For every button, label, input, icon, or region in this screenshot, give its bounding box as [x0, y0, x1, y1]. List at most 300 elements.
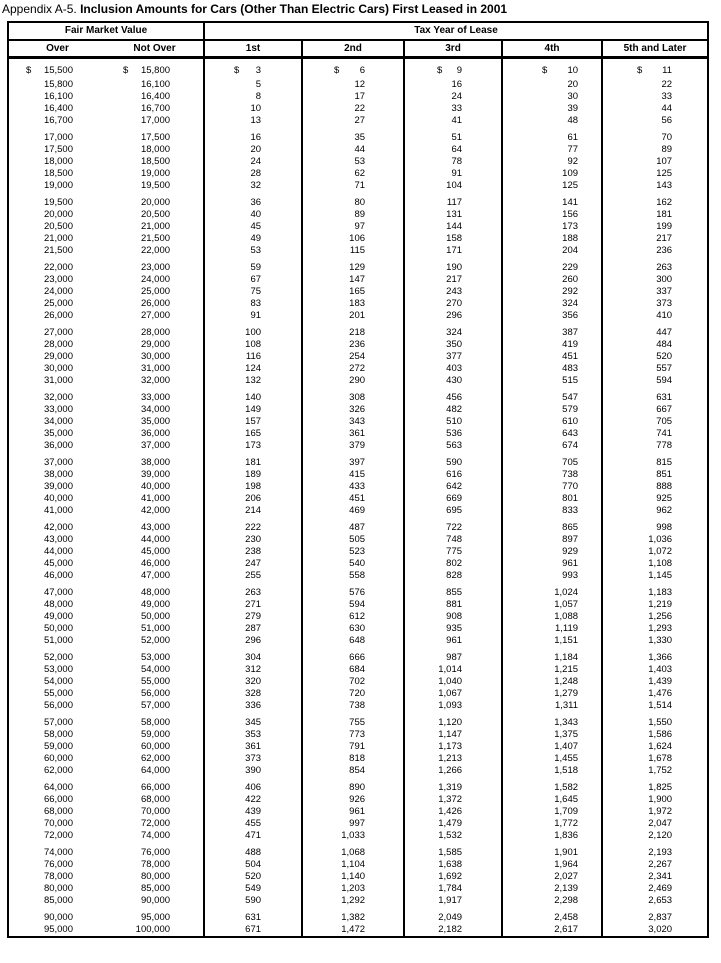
cell-3rd: 190 [404, 262, 502, 274]
cell-not-over: 66,000 [140, 782, 171, 793]
cell-over: 74,000 [43, 847, 73, 858]
cell-3rd: 669 [404, 493, 502, 505]
cell-1st: 75 [204, 286, 302, 298]
cell-not-over: 80,000 [140, 871, 171, 882]
cell-5th-and-later: 1,439 [602, 676, 708, 688]
cell-over: 22,000 [43, 262, 73, 273]
cell-over: 46,000 [43, 570, 73, 581]
cell-not-over: 60,000 [140, 741, 171, 752]
table-row [8, 262, 708, 274]
cell-not-over: 48,000 [140, 587, 171, 598]
cell-not-over: 100,000 [135, 924, 171, 935]
cell-not-over: 43,000 [140, 522, 171, 533]
cell-4th: 387 [502, 327, 602, 339]
cell-5th-and-later: 2,469 [602, 883, 708, 895]
cell-3rd: 1,120 [404, 717, 502, 729]
cell-1st: 108 [204, 339, 302, 351]
cell-3rd: 377 [404, 351, 502, 363]
cell-not-over: 57,000 [140, 700, 171, 711]
table-row [8, 351, 708, 363]
table-row [8, 404, 708, 416]
cell-1st: 255 [204, 570, 302, 582]
cell-over: 25,000 [43, 298, 73, 309]
cell-over: 24,000 [43, 286, 73, 297]
cell-2nd: 576 [302, 587, 404, 599]
cell-over: 20,000 [43, 209, 73, 220]
cell-over: 72,000 [43, 830, 73, 841]
cell-4th: 1,901 [502, 847, 602, 859]
cell-1st: 124 [204, 363, 302, 375]
cell-5th-and-later: 1,145 [602, 570, 708, 582]
table-row [8, 717, 708, 729]
cell-4th: 1,279 [502, 688, 602, 700]
cell-2nd: 44 [302, 144, 404, 156]
cell-5th-and-later: 1,752 [602, 765, 708, 777]
cell-not-over: 38,000 [140, 457, 171, 468]
table-row [8, 298, 708, 310]
cell-over: 80,000 [43, 883, 73, 894]
cell-over: 23,000 [43, 274, 73, 285]
cell-not-over: 62,000 [140, 753, 171, 764]
cell-3rd: 1,585 [404, 847, 502, 859]
table-row [8, 558, 708, 570]
cell-4th: 1,248 [502, 676, 602, 688]
cell-5th-and-later: 888 [602, 481, 708, 493]
dollar-sign: $ [542, 65, 548, 76]
table-row [8, 871, 708, 883]
cell-over: 64,000 [43, 782, 73, 793]
cell-4th: 1,709 [502, 806, 602, 818]
cell-over: 41,000 [43, 505, 73, 516]
fair-market-value-header: Fair Market Value [8, 22, 204, 40]
cell-1st: 173 [204, 440, 302, 452]
cell-3rd: 881 [404, 599, 502, 611]
cell-2nd: 343 [302, 416, 404, 428]
cell-5th-and-later: 2,193 [602, 847, 708, 859]
cell-1st: 149 [204, 404, 302, 416]
cell-1st: 390 [204, 765, 302, 777]
cell-over: 76,000 [43, 859, 73, 870]
cell-5th-and-later: 2,653 [602, 895, 708, 907]
cell-not-over: 49,000 [140, 599, 171, 610]
cell-5th-and-later: 557 [602, 363, 708, 375]
table-row [8, 924, 708, 937]
cell-1st: 13 [204, 115, 302, 127]
cell-over: 44,000 [43, 546, 73, 557]
table-row [8, 623, 708, 635]
cell-5th-and-later: 89 [602, 144, 708, 156]
cell-over: 30,000 [43, 363, 73, 374]
table-row [8, 635, 708, 647]
cell-1st: 406 [204, 782, 302, 794]
cell-over: 56,000 [43, 700, 73, 711]
cell-4th: 1,407 [502, 741, 602, 753]
cell-1st: 222 [204, 522, 302, 534]
cell-1st: 549 [204, 883, 302, 895]
cell-4th: 125 [502, 180, 602, 192]
cell-3rd: 296 [404, 310, 502, 322]
table-row [8, 132, 708, 144]
cell-2nd: 684 [302, 664, 404, 676]
cell-2nd: 201 [302, 310, 404, 322]
table-row [8, 274, 708, 286]
table-row [8, 676, 708, 688]
cell-not-over [106, 58, 204, 80]
cell-not-over: 18,000 [140, 144, 171, 155]
cell-5th-and-later: 2,341 [602, 871, 708, 883]
cell-over: 26,000 [43, 310, 73, 321]
cell-1st: 100 [204, 327, 302, 339]
cell-over: 95,000 [43, 924, 73, 935]
cell-5th-and-later: 2,120 [602, 830, 708, 842]
table-row [8, 700, 708, 712]
cell-2nd: 451 [302, 493, 404, 505]
cell-5th-and-later: 373 [602, 298, 708, 310]
cell-3rd: 1,426 [404, 806, 502, 818]
cell-4th: 1,311 [502, 700, 602, 712]
cell-1st: 328 [204, 688, 302, 700]
cell-over: 66,000 [43, 794, 73, 805]
cell-5th-and-later: 851 [602, 469, 708, 481]
cell-5th-and-later: 741 [602, 428, 708, 440]
cell-over: 78,000 [43, 871, 73, 882]
cell-over: 47,000 [43, 587, 73, 598]
cell-4th: 260 [502, 274, 602, 286]
cell-5th-and-later: 70 [602, 132, 708, 144]
cell-5th-and-later: 1,476 [602, 688, 708, 700]
cell-4th: 1,184 [502, 652, 602, 664]
cell-1st: 422 [204, 794, 302, 806]
table-row [8, 375, 708, 387]
cell-3rd: 24 [404, 91, 502, 103]
cell-4th: 39 [502, 103, 602, 115]
cell-4th: 2,298 [502, 895, 602, 907]
cell-over: 16,700 [43, 115, 73, 126]
cell-1st [204, 58, 302, 80]
cell-1st: 304 [204, 652, 302, 664]
cell-not-over: 29,000 [140, 339, 171, 350]
cell-4th: 483 [502, 363, 602, 375]
cell-2nd: 379 [302, 440, 404, 452]
cell-not-over: 70,000 [140, 806, 171, 817]
cell-4th: 865 [502, 522, 602, 534]
cell-3rd: 2,049 [404, 912, 502, 924]
cell-4th: 356 [502, 310, 602, 322]
cell-3rd: 616 [404, 469, 502, 481]
cell-3rd: 828 [404, 570, 502, 582]
cell-over: 16,400 [43, 103, 73, 114]
cell-4th: 1,375 [502, 729, 602, 741]
cell-5th-and-later: 1,256 [602, 611, 708, 623]
table-row [8, 570, 708, 582]
cell-2nd: 147 [302, 274, 404, 286]
col-header-1st: 1st [204, 40, 302, 58]
cell-not-over: 45,000 [140, 546, 171, 557]
cell-1st: 8 [204, 91, 302, 103]
cell-2nd: 1,140 [302, 871, 404, 883]
cell-5th-and-later: 778 [602, 440, 708, 452]
table-row [8, 363, 708, 375]
table-row [8, 765, 708, 777]
cell-over: 58,000 [43, 729, 73, 740]
cell-2nd: 594 [302, 599, 404, 611]
inclusion-amounts-table [7, 21, 709, 938]
cell-5th-and-later: 125 [602, 168, 708, 180]
cell-not-over: 32,000 [140, 375, 171, 386]
cell-2nd: 272 [302, 363, 404, 375]
cell-5th-and-later: 1,366 [602, 652, 708, 664]
cell-3rd: 935 [404, 623, 502, 635]
cell-value: 3 [255, 65, 262, 76]
cell-3rd: 1,067 [404, 688, 502, 700]
cell-4th: 1,057 [502, 599, 602, 611]
cell-5th-and-later: 1,403 [602, 664, 708, 676]
table-row [8, 652, 708, 664]
cell-1st: 247 [204, 558, 302, 570]
cell-not-over: 34,000 [140, 404, 171, 415]
cell-2nd: 791 [302, 741, 404, 753]
cell-5th-and-later: 1,972 [602, 806, 708, 818]
cell-3rd: 748 [404, 534, 502, 546]
cell-over: 60,000 [43, 753, 73, 764]
cell-4th: 48 [502, 115, 602, 127]
cell-over: 37,000 [43, 457, 73, 468]
cell-4th: 1,455 [502, 753, 602, 765]
table-row [8, 156, 708, 168]
cell-4th: 77 [502, 144, 602, 156]
cell-not-over: 36,000 [140, 428, 171, 439]
cell-5th-and-later: 1,183 [602, 587, 708, 599]
cell-2nd: 80 [302, 197, 404, 209]
table-row [8, 144, 708, 156]
cell-3rd: 510 [404, 416, 502, 428]
cell-3rd: 590 [404, 457, 502, 469]
table-row [8, 794, 708, 806]
cell-1st: 271 [204, 599, 302, 611]
table-row [8, 782, 708, 794]
cell-5th-and-later: 484 [602, 339, 708, 351]
cell-2nd: 505 [302, 534, 404, 546]
cell-3rd: 41 [404, 115, 502, 127]
cell-3rd: 64 [404, 144, 502, 156]
cell-4th: 419 [502, 339, 602, 351]
cell-4th [502, 58, 602, 80]
cell-3rd: 722 [404, 522, 502, 534]
cell-over: 19,000 [43, 180, 73, 191]
cell-not-over: 78,000 [140, 859, 171, 870]
cell-over: 20,500 [43, 221, 73, 232]
cell-over: 17,000 [43, 132, 73, 143]
table-body [8, 58, 708, 938]
cell-3rd: 91 [404, 168, 502, 180]
cell-not-over: 16,400 [140, 91, 171, 102]
cell-not-over: 20,000 [140, 197, 171, 208]
table-row [8, 753, 708, 765]
table-row [8, 168, 708, 180]
cell-5th-and-later: 1,293 [602, 623, 708, 635]
cell-2nd: 523 [302, 546, 404, 558]
cell-1st: 165 [204, 428, 302, 440]
cell-1st: 230 [204, 534, 302, 546]
cell-5th-and-later [602, 58, 708, 80]
cell-not-over: 74,000 [140, 830, 171, 841]
cell-5th-and-later: 199 [602, 221, 708, 233]
cell-4th: 1,343 [502, 717, 602, 729]
cell-1st: 67 [204, 274, 302, 286]
cell-2nd: 165 [302, 286, 404, 298]
cell-5th-and-later: 2,267 [602, 859, 708, 871]
table-row [8, 440, 708, 452]
cell-2nd: 854 [302, 765, 404, 777]
cell-1st: 20 [204, 144, 302, 156]
cell-3rd: 1,266 [404, 765, 502, 777]
cell-1st: 455 [204, 818, 302, 830]
cell-2nd: 1,382 [302, 912, 404, 924]
dollar-sign: $ [234, 65, 240, 76]
cell-2nd: 12 [302, 79, 404, 91]
cell-5th-and-later: 56 [602, 115, 708, 127]
table-row [8, 180, 708, 192]
cell-4th: 1,645 [502, 794, 602, 806]
cell-1st: 336 [204, 700, 302, 712]
cell-5th-and-later: 217 [602, 233, 708, 245]
cell-2nd: 115 [302, 245, 404, 257]
cell-1st: 263 [204, 587, 302, 599]
cell-5th-and-later: 1,330 [602, 635, 708, 647]
cell-4th: 547 [502, 392, 602, 404]
table-row [8, 469, 708, 481]
cell-over: 27,000 [43, 327, 73, 338]
cell-1st: 45 [204, 221, 302, 233]
cell-3rd: 855 [404, 587, 502, 599]
cell-not-over: 16,700 [140, 103, 171, 114]
table-row [8, 847, 708, 859]
cell-3rd: 16 [404, 79, 502, 91]
cell-3rd: 961 [404, 635, 502, 647]
table-row [8, 611, 708, 623]
col-header-4th: 4th [502, 40, 602, 58]
cell-3rd: 1,093 [404, 700, 502, 712]
table-row [8, 688, 708, 700]
cell-not-over: 26,000 [140, 298, 171, 309]
cell-not-over: 20,500 [140, 209, 171, 220]
cell-3rd: 563 [404, 440, 502, 452]
cell-4th: 30 [502, 91, 602, 103]
cell-4th: 833 [502, 505, 602, 517]
cell-over: 21,500 [43, 245, 73, 256]
cell-value: 9 [456, 65, 463, 76]
cell-4th: 643 [502, 428, 602, 440]
cell-over: 90,000 [43, 912, 73, 923]
cell-4th: 1,518 [502, 765, 602, 777]
cell-1st: 189 [204, 469, 302, 481]
cell-over: 18,500 [43, 168, 73, 179]
cell-over: 45,000 [43, 558, 73, 569]
cell-3rd: 131 [404, 209, 502, 221]
cell-4th: 1,964 [502, 859, 602, 871]
cell-1st: 361 [204, 741, 302, 753]
cell-4th: 1,024 [502, 587, 602, 599]
cell-4th: 897 [502, 534, 602, 546]
cell-3rd: 1,173 [404, 741, 502, 753]
table-row [8, 79, 708, 91]
cell-3rd: 51 [404, 132, 502, 144]
cell-5th-and-later: 143 [602, 180, 708, 192]
cell-3rd: 1,479 [404, 818, 502, 830]
cell-4th: 20 [502, 79, 602, 91]
cell-5th-and-later: 300 [602, 274, 708, 286]
cell-5th-and-later: 1,825 [602, 782, 708, 794]
cell-4th: 2,139 [502, 883, 602, 895]
col-header-2nd: 2nd [302, 40, 404, 58]
dollar-sign: $ [26, 65, 32, 76]
cell-over: 85,000 [43, 895, 73, 906]
cell-5th-and-later: 1,586 [602, 729, 708, 741]
cell-over: 40,000 [43, 493, 73, 504]
cell-3rd: 695 [404, 505, 502, 517]
cell-3rd: 908 [404, 611, 502, 623]
cell-1st: 287 [204, 623, 302, 635]
cell-not-over: 33,000 [140, 392, 171, 403]
cell-4th: 2,027 [502, 871, 602, 883]
cell-4th: 156 [502, 209, 602, 221]
cell-3rd: 350 [404, 339, 502, 351]
cell-3rd: 104 [404, 180, 502, 192]
table-row [8, 493, 708, 505]
cell-5th-and-later: 594 [602, 375, 708, 387]
cell-3rd: 270 [404, 298, 502, 310]
cell-over: 62,000 [43, 765, 73, 776]
cell-5th-and-later: 236 [602, 245, 708, 257]
cell-1st: 439 [204, 806, 302, 818]
cell-1st: 238 [204, 546, 302, 558]
cell-not-over: 72,000 [140, 818, 171, 829]
cell-4th: 801 [502, 493, 602, 505]
cell-not-over: 23,000 [140, 262, 171, 273]
table-row [8, 741, 708, 753]
cell-5th-and-later: 631 [602, 392, 708, 404]
cell-not-over: 31,000 [140, 363, 171, 374]
cell-3rd: 1,372 [404, 794, 502, 806]
cell-4th: 229 [502, 262, 602, 274]
cell-3rd: 1,147 [404, 729, 502, 741]
cell-5th-and-later: 520 [602, 351, 708, 363]
cell-over: 33,000 [43, 404, 73, 415]
cell-3rd: 1,014 [404, 664, 502, 676]
cell-not-over: 16,100 [140, 79, 171, 90]
dollar-sign: $ [123, 65, 129, 76]
table-row [8, 481, 708, 493]
cell-not-over: 59,000 [140, 729, 171, 740]
cell-over: 54,000 [43, 676, 73, 687]
cell-2nd: 648 [302, 635, 404, 647]
cell-2nd: 818 [302, 753, 404, 765]
cell-5th-and-later: 263 [602, 262, 708, 274]
cell-1st: 140 [204, 392, 302, 404]
cell-3rd: 1,532 [404, 830, 502, 842]
cell-not-over: 76,000 [140, 847, 171, 858]
cell-3rd: 536 [404, 428, 502, 440]
cell-not-over: 35,000 [140, 416, 171, 427]
cell-1st: 353 [204, 729, 302, 741]
cell-3rd: 324 [404, 327, 502, 339]
cell-2nd: 630 [302, 623, 404, 635]
cell-1st: 279 [204, 611, 302, 623]
table-row [8, 818, 708, 830]
cell-3rd: 1,319 [404, 782, 502, 794]
cell-3rd: 1,917 [404, 895, 502, 907]
cell-5th-and-later: 1,108 [602, 558, 708, 570]
